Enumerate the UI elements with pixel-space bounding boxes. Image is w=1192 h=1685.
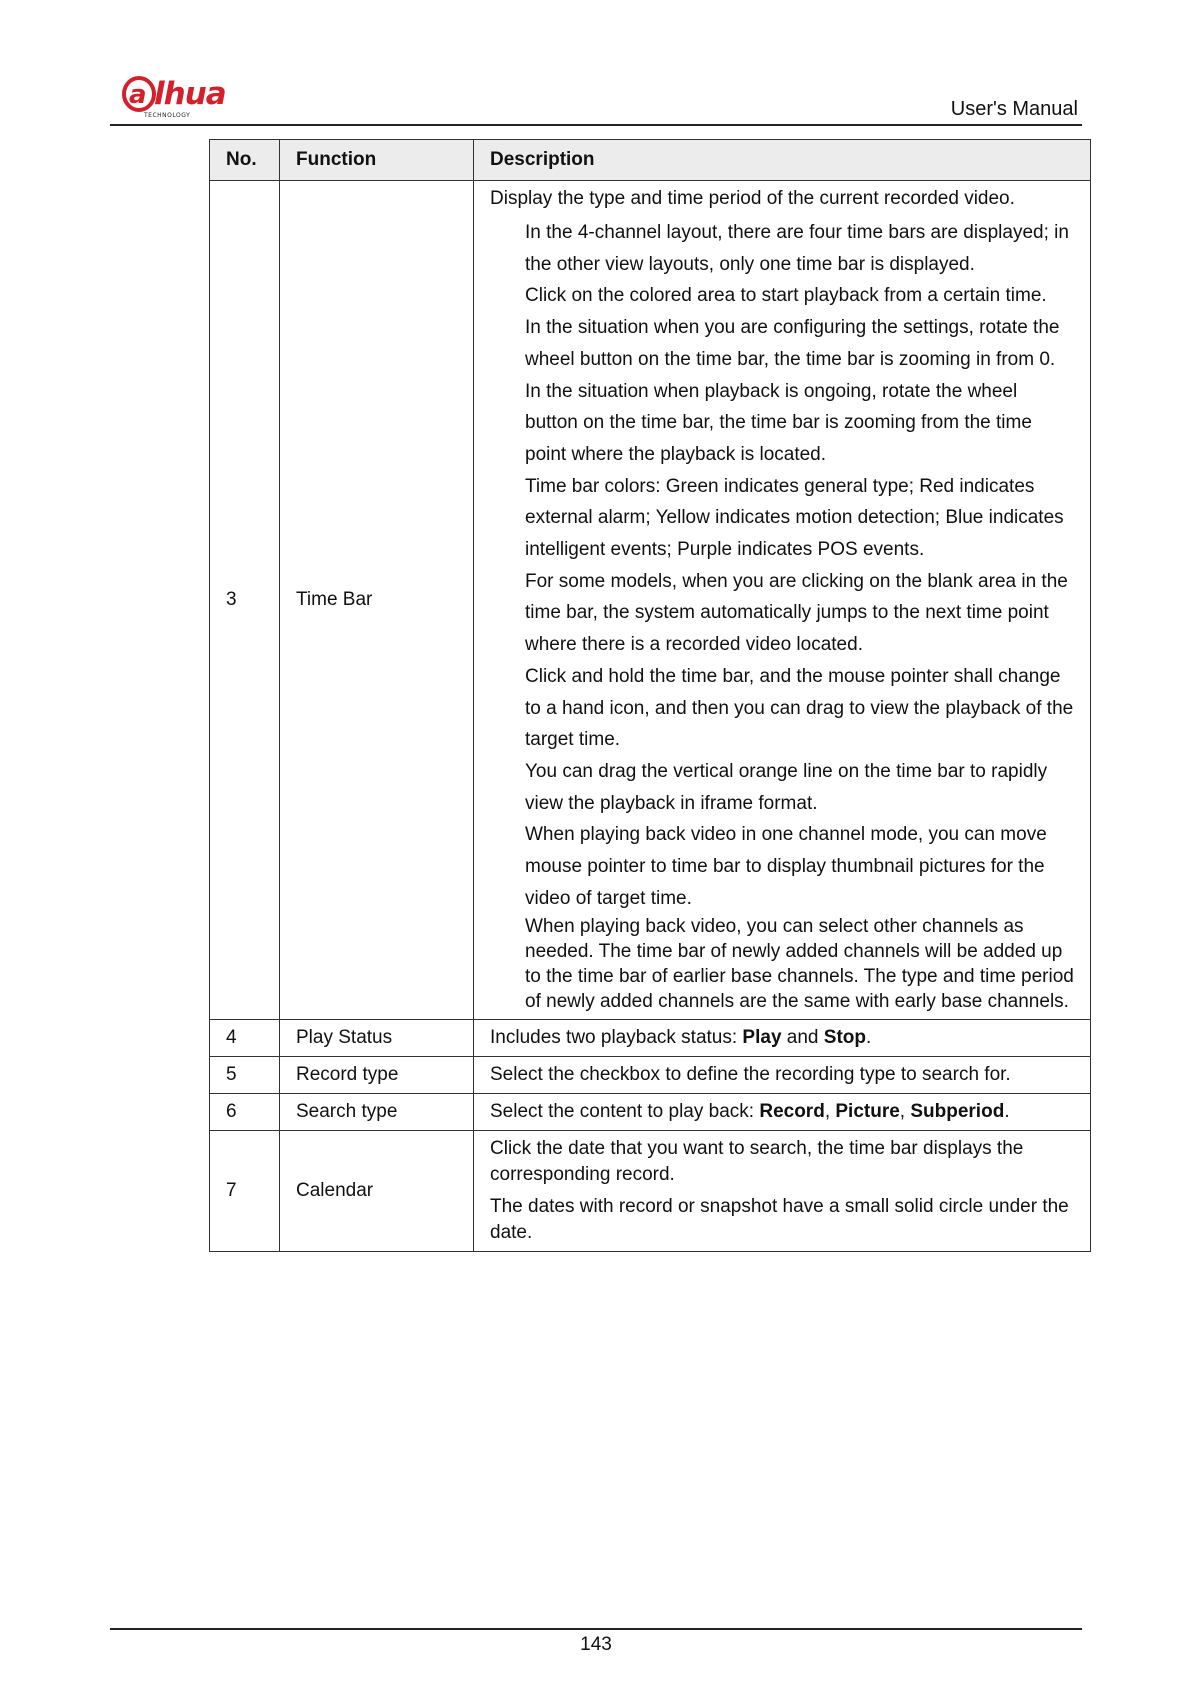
row-function: Calendar [280, 1131, 474, 1252]
header-function: Function [280, 140, 474, 181]
description-bullet: In the 4-channel layout, there are four time bars are displayed; in the other view layouts, only one time bar is displayed. [525, 222, 1069, 275]
row-description [474, 1094, 1091, 1131]
description-bullet: Time bar colors: Green indicates general type; Red indicates external alarm; Yellow indicates motion detection; Blue indicates intelligent events; Purple indicates POS events. [525, 475, 1064, 561]
description-text: , [824, 1101, 836, 1123]
row-description [474, 1131, 1091, 1252]
table-row [210, 181, 1091, 1020]
page-number: 143 [580, 1634, 612, 1655]
description-text: Select the content to play back: [490, 1101, 760, 1123]
description-text: and [781, 1027, 824, 1049]
manual-title: User's Manual [950, 98, 1078, 120]
function-table [209, 139, 1091, 1252]
footer-divider [110, 1628, 1082, 1630]
row-function: Record type [280, 1057, 474, 1094]
table-row [210, 1020, 1091, 1057]
table-row [210, 1094, 1091, 1131]
description-bullet: In the situation when you are configuring the settings, rotate the wheel button on the time bar, the time bar is zooming in from 0. In the situation when playback is ongoing, rotate the wheel button on the time bar, the time bar is zooming from the time point where the playback is located. [525, 317, 1060, 465]
row-description [474, 1020, 1091, 1057]
row-description [474, 181, 1091, 1020]
description-bullet: When playing back video, you can select other channels as needed. The time bar of newly added channels will be added up to the time bar of earlier base channels. The type and time period of newly added channels are the same with early base channels. [525, 916, 1074, 1013]
description-text: Includes two playback status: [490, 1027, 743, 1049]
description-bullet: Click and hold the time bar, and the mouse pointer shall change to a hand icon, and then you can drag to view the playback of the target time. [525, 665, 1074, 751]
description-text: , [899, 1101, 911, 1123]
row-no: 4 [210, 1020, 280, 1057]
term-picture: Picture [835, 1101, 900, 1123]
header-description: Description [474, 140, 1091, 181]
row-no: 3 [210, 181, 280, 1020]
description-intro: Display the type and time period of the current recorded video. [490, 188, 1015, 209]
row-no: 7 [210, 1131, 280, 1252]
term-subperiod: Subperiod [910, 1101, 1005, 1123]
brand-sub: TECHNOLOGY [144, 112, 191, 119]
dahua-logo-icon [120, 74, 250, 120]
row-description: Select the checkbox to define the recording type to search for. [474, 1057, 1091, 1094]
table-row [210, 1131, 1091, 1252]
description-bullets [490, 217, 1074, 1014]
table-header-row [210, 140, 1091, 181]
term-play: Play [742, 1027, 782, 1049]
row-function: Search type [280, 1094, 474, 1131]
description-bullet: You can drag the vertical orange line on the time bar to rapidly view the playback in iframe format. [525, 760, 1048, 814]
description-bullet: When playing back video in one channel mode, you can move mouse pointer to time bar to display thumbnail pictures for the video of target time. [525, 824, 1047, 909]
description-bullet: Click on the colored area to start playback from a certain time. [525, 285, 1047, 307]
description-text: . [1004, 1101, 1010, 1123]
row-no: 6 [210, 1094, 280, 1131]
header-divider [110, 124, 1082, 126]
row-no: 5 [210, 1057, 280, 1094]
header-no: No. [210, 140, 280, 181]
description-paragraph: Click the date that you want to search, the time bar displays the corresponding record. [490, 1138, 1024, 1186]
term-record: Record [759, 1101, 825, 1123]
description-text: . [866, 1027, 872, 1049]
table-row [210, 1057, 1091, 1094]
description-bullet: For some models, when you are clicking on the blank area in the time bar, the system automatically jumps to the next time point where there is a recorded video located. [525, 570, 1068, 656]
row-function: Time Bar [280, 181, 474, 1020]
svg-text:a: a [129, 80, 147, 110]
brand-wordmark: lhua [154, 76, 226, 112]
description-paragraph: The dates with record or snapshot have a small solid circle under the date. [490, 1196, 1069, 1244]
brand-logo [120, 74, 250, 120]
row-function: Play Status [280, 1020, 474, 1057]
term-stop: Stop [823, 1027, 866, 1049]
